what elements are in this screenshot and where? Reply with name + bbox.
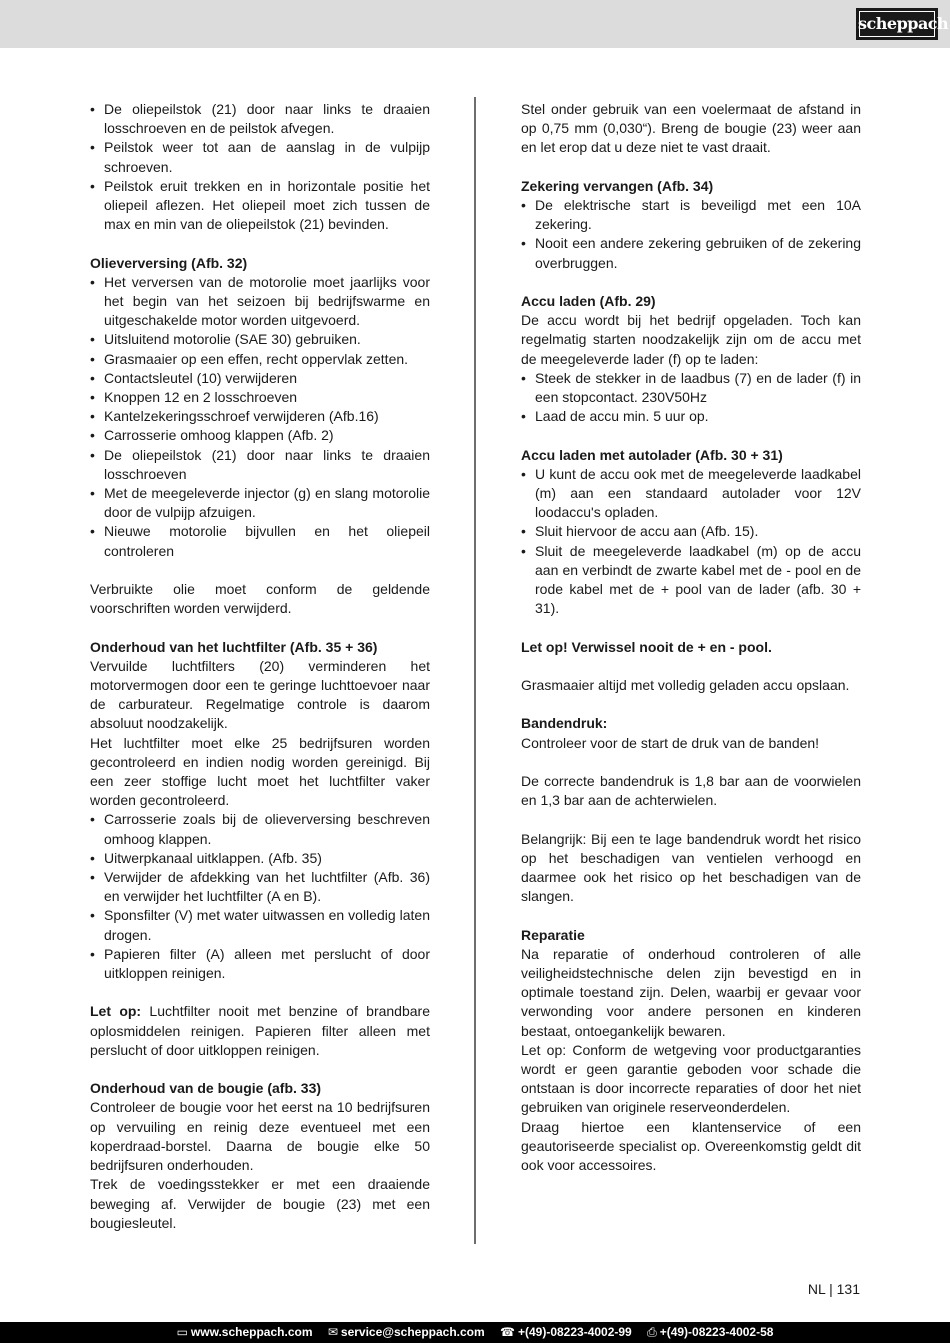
website-link[interactable]: www.scheppach.com [190, 1325, 313, 1339]
list-item: • Verwijder de afdekking van het luchtfilter (Afb. 36) en verwijder het luchtfilter (A en B). [90, 868, 430, 906]
list-item: • Contactsleutel (10) verwijderen [90, 369, 430, 388]
paragraph: Trek de voedingsstekker er met een draaiende beweging af. Verwijder de bougie (23) met een bougiesleutel. [90, 1176, 430, 1231]
list-item: • De elektrische start is beveiligd met een 10A zekering. [521, 196, 861, 234]
paragraph: De correcte bandendruk is 1,8 bar aan de voorwielen en 1,3 bar aan de achterwielen. [521, 773, 861, 809]
list-item: • Knoppen 12 en 2 losschroeven [90, 388, 430, 407]
list-item: • Nieuwe motorolie bijvullen en het oliepeil controleren [90, 522, 430, 560]
fax-number: +(49)-08223-4002-58 [659, 1325, 774, 1339]
list-item: • Peilstok eruit trekken en in horizontale positie het oliepeil aflezen. Het oliepeil moet zich tussen de max en min van de oliepeilstok (21) bevinden. [90, 177, 430, 235]
list-item: • Grasmaaier op een effen, recht oppervlak zetten. [90, 350, 430, 369]
section-heading-battery-charging: Accu laden (Afb. 29) [521, 293, 656, 309]
battery-charging-steps [521, 369, 861, 427]
paragraph: Draag hiertoe een klantenservice of een geautoriseerde specialist op. Overeenkomstig geldt dit ook voor accessoires. [521, 1118, 861, 1174]
right-column [521, 100, 861, 1175]
list-item: • Nooit een andere zekering gebruiken of de zekering overbruggen. [521, 234, 861, 272]
mail-icon: ✉ [327, 1325, 338, 1339]
list-item: • Laad de accu min. 5 uur op. [521, 407, 861, 426]
section-heading-car-charger: Accu laden met autolader (Afb. 30 + 31) [521, 446, 783, 463]
footer-email[interactable] [328, 1325, 485, 1339]
paragraph: Controleer voor de start de druk van de banden! [521, 734, 820, 751]
storage-note: Grasmaaier altijd met volledig geladen accu opslaan. [521, 677, 850, 694]
polarity-warning: Let op! Verwissel nooit de + en - pool. [521, 638, 772, 655]
list-item: • Sponsfilter (V) met water uitwassen en volledig laten drogen. [90, 906, 430, 944]
car-charger-steps [521, 465, 861, 619]
list-item: • Uitsluitend motorolie (SAE 30) gebruiken. [90, 330, 430, 349]
section-heading-spark-plug: Onderhoud van de bougie (afb. 33) [90, 1080, 322, 1097]
computer-icon: ▭ [176, 1325, 188, 1339]
list-item: • Sluit hiervoor de accu aan (Afb. 15). [521, 522, 861, 541]
paragraph: De accu wordt bij het bedrijf opgeladen. Toch kan regelmatig starten noodzakelijk zijn om de accu met de meegeleverde lader (f) op te laden: [521, 312, 861, 367]
paragraph: Stel onder gebruik van een voelermaat de afstand in op 0,75 mm (0,030“). Breng de bougie (23) weer aan en let erop dat u deze niet te vast draait. [521, 101, 861, 156]
list-item: • Het verversen van de motorolie moet jaarlijks voor het begin van het seizoen bij bedrijfswarme en uitgeschakelde motor worden uitgevoerd. [90, 273, 430, 331]
section-heading-air-filter: Onderhoud van het luchtfilter (Afb. 35 + 36) [90, 638, 378, 655]
paragraph: Let op: Conform de wetgeving voor productgaranties wordt er geen garantie geboden voor schade die ontstaan is door incorrecte reparaties of door het niet gebruiken van originele reserveonderdelen. [521, 1041, 861, 1116]
list-item: • De oliepeilstok (21) door naar links te draaien losschroeven en de peilstok afvegen. [90, 100, 430, 138]
list-item: • Peilstok weer tot aan de aanslag in de vulpijp schroeven. [90, 138, 430, 176]
oil-change-steps [90, 273, 430, 561]
warning-label: Let op: [90, 1003, 142, 1020]
left-column [90, 100, 430, 1233]
list-item: • U kunt de accu ook met de meegeleverde laadkabel (m) aan een standaard autolader voor 12V loodaccu's opladen. [521, 465, 861, 523]
list-item: • Papieren filter (A) alleen met perslucht of door uitkloppen reinigen. [90, 945, 430, 983]
dipstick-steps [90, 100, 430, 234]
fax-icon: ⎙ [647, 1325, 657, 1339]
list-item: • Steek de stekker in de laadbus (7) en de lader (f) in een stopcontact. 230V50Hz [521, 369, 861, 407]
section-heading-oil-change: Olieverversing (Afb. 32) [90, 254, 248, 271]
paragraph: Het luchtfilter moet elke 25 bedrijfsuren worden gecontroleerd en indien nodig worden gereinigd. Bij een zeer stoffige lucht moet het luchtfilter vaker worden gecontroleerd. [90, 734, 430, 809]
list-item: • Kantelzekeringsschroef verwijderen (Afb.16) [90, 407, 430, 426]
list-item: • Uitwerpkanaal uitklappen. (Afb. 35) [90, 849, 430, 868]
phone-icon: ☎ [500, 1325, 515, 1339]
paragraph: Na reparatie of onderhoud controleren of alle veiligheidstechnische delen zijn bevestigd en in optimale toestand zijn. Delen, waarbij er gevaar voor verwonding voor andere personen en kinderen bestaat, ontoegankelijk bewaren. [521, 945, 861, 1039]
section-heading-tyre-pressure: Bandendruk: [521, 715, 608, 732]
fuse-steps [521, 196, 861, 273]
footer-fax [647, 1325, 773, 1339]
section-heading-repair: Reparatie [521, 926, 585, 943]
list-item: • Carrosserie zoals bij de olieverversing beschreven omhoog klappen. [90, 810, 430, 848]
oil-disposal-note: Verbruikte olie moet conform de geldende voorschriften worden verwijderd. [90, 581, 430, 617]
section-heading-fuse: Zekering vervangen (Afb. 34) [521, 177, 714, 194]
list-item: • Carrosserie omhoog klappen (Afb. 2) [90, 426, 430, 445]
paragraph: Controleer de bougie voor het eerst na 10 bedrijfsuren op vervuiling en reinig deze eventueel met een koperdraad-borstel. Daarna de bougie elke 50 bedrijfsuren onderhouden. [90, 1099, 430, 1174]
list-item: • De oliepeilstok (21) door naar links te draaien losschroeven [90, 446, 430, 484]
paragraph: Belangrijk: Bij een te lage bandendruk wordt het risico op het beschadigen van ventielen verhoogd en daarmee ook het risico op het beschadigen van de slangen. [521, 830, 861, 905]
phone-number: +(49)-08223-4002-99 [517, 1325, 632, 1339]
column-divider [474, 97, 476, 1244]
header-bar [0, 0, 950, 48]
footer-phone [500, 1325, 632, 1339]
page-number: NL | 131 [807, 1281, 860, 1297]
air-filter-warning [90, 1002, 430, 1060]
footer-website[interactable] [177, 1325, 313, 1339]
list-item: • Sluit de meegeleverde laadkabel (m) op de accu aan en verbindt de zwarte kabel met de - pool en de rode kabel met de + pool van de lader (afb. 30 + 31). [521, 542, 861, 619]
paragraph: Vervuilde luchtfilters (20) verminderen het motorvermogen door een te geringe luchttoevoer naar de carburateur. Regelmatige controle is daarom absoluut noodzakelijk. [90, 657, 430, 732]
air-filter-steps [90, 810, 430, 983]
list-item: • Met de meegeleverde injector (g) en slang motorolie door de vulpijp afzuigen. [90, 484, 430, 522]
warning-text: Luchtfilter nooit met benzine of brandbare oplosmiddelen reinigen. Papieren filter alleen met perslucht of door uitkloppen reinigen. [90, 1003, 430, 1058]
scheppach-logo: scheppach [856, 8, 938, 40]
footer-bar [0, 1322, 950, 1343]
email-link[interactable]: service@scheppach.com [340, 1325, 485, 1339]
